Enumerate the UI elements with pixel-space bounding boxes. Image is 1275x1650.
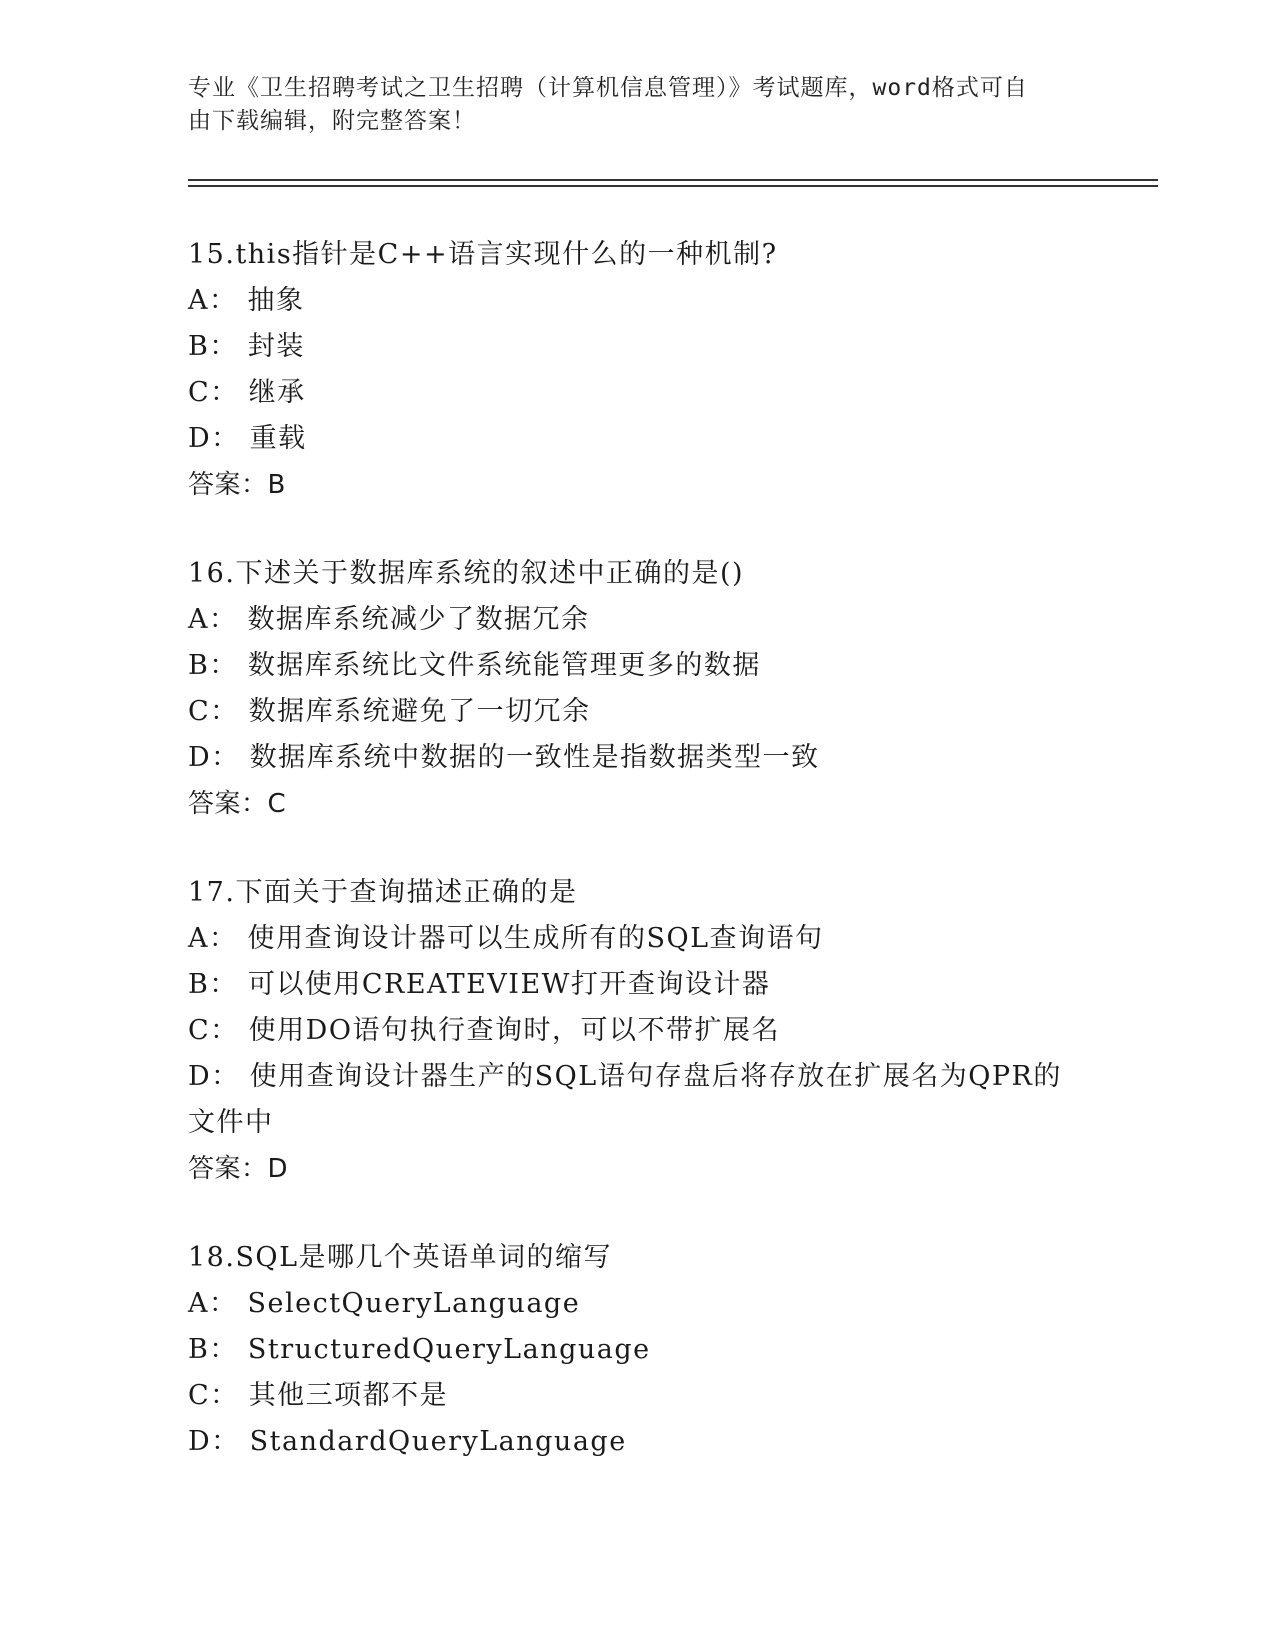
option-a <box>188 597 1088 643</box>
option-c <box>188 1373 1088 1419</box>
option-c <box>188 689 1088 735</box>
option-d <box>188 1419 1088 1465</box>
option-text: 封装 <box>247 331 305 362</box>
intro-line-2: 由下载编辑，附完整答案！ <box>188 108 476 134</box>
answer-label: 答案：D <box>188 1154 289 1184</box>
option-text: 抽象 <box>247 285 305 316</box>
question-list <box>188 232 1088 1508</box>
option-key: B： <box>188 650 238 681</box>
option-text: StructuredQueryLanguage <box>247 1334 651 1365</box>
option-text: 数据库系统减少了数据冗余 <box>247 604 590 635</box>
option-key: A： <box>188 1288 238 1319</box>
option-b <box>188 324 1088 370</box>
option-key: D： <box>188 1061 240 1092</box>
option-d <box>188 416 1088 462</box>
option-c <box>188 370 1088 416</box>
option-key: D： <box>188 1426 240 1457</box>
option-key: D： <box>188 742 240 773</box>
question-stem: 16.下述关于数据库系统的叙述中正确的是() <box>188 558 745 589</box>
option-text: 可以使用CREATEVIEW打开查询设计器 <box>247 969 771 1000</box>
option-key: C： <box>188 377 239 408</box>
option-text: 其他三项都不是 <box>248 1380 449 1411</box>
option-c <box>188 1008 1088 1054</box>
option-a <box>188 278 1088 324</box>
option-text: 数据库系统中数据的一致性是指数据类型一致 <box>249 742 820 773</box>
answer-label: 答案：C <box>188 789 287 819</box>
question-stem: 15.this指针是C++语言实现什么的一种机制? <box>188 239 778 270</box>
option-key: C： <box>188 1015 239 1046</box>
option-key: C： <box>188 696 239 727</box>
question-stem: 17.下面关于查询描述正确的是 <box>188 877 578 908</box>
option-key: C： <box>188 1380 239 1411</box>
option-key: A： <box>188 285 238 316</box>
header-divider-bottom <box>188 185 1158 187</box>
option-text: 使用查询设计器生产的SQL语句存盘后将存放在扩展名为QPR的文件中 <box>188 1061 1062 1138</box>
option-b <box>188 1327 1088 1373</box>
option-key: D： <box>188 423 240 454</box>
question-15 <box>188 232 1088 508</box>
option-key: B： <box>188 331 238 362</box>
option-text: 重载 <box>249 423 307 454</box>
header-divider-top <box>188 179 1158 181</box>
option-key: B： <box>188 969 238 1000</box>
option-key: B： <box>188 1334 238 1365</box>
option-b <box>188 643 1088 689</box>
option-text: SelectQueryLanguage <box>247 1288 581 1319</box>
option-a <box>188 916 1088 962</box>
option-text: 使用DO语句执行查询时，可以不带扩展名 <box>248 1015 780 1046</box>
question-16 <box>188 551 1088 827</box>
option-text: 继承 <box>248 377 306 408</box>
option-text: 数据库系统比文件系统能管理更多的数据 <box>247 650 761 681</box>
question-stem: 18.SQL是哪几个英语单词的缩写 <box>188 1242 612 1273</box>
option-b <box>188 962 1088 1008</box>
option-a <box>188 1281 1088 1327</box>
option-d <box>188 1054 1088 1146</box>
option-d <box>188 735 1088 781</box>
option-text: StandardQueryLanguage <box>249 1426 627 1457</box>
option-text: 数据库系统避免了一切冗余 <box>248 696 591 727</box>
question-17 <box>188 870 1088 1192</box>
option-text: 使用查询设计器可以生成所有的SQL查询语句 <box>247 923 824 954</box>
answer-label: 答案：B <box>188 470 286 500</box>
option-key: A： <box>188 604 238 635</box>
option-key: A： <box>188 923 238 954</box>
intro-line-1: 专业《卫生招聘考试之卫生招聘（计算机信息管理）》考试题库，word格式可自 <box>188 75 1028 101</box>
question-18 <box>188 1235 1088 1465</box>
intro-text <box>188 72 1068 138</box>
